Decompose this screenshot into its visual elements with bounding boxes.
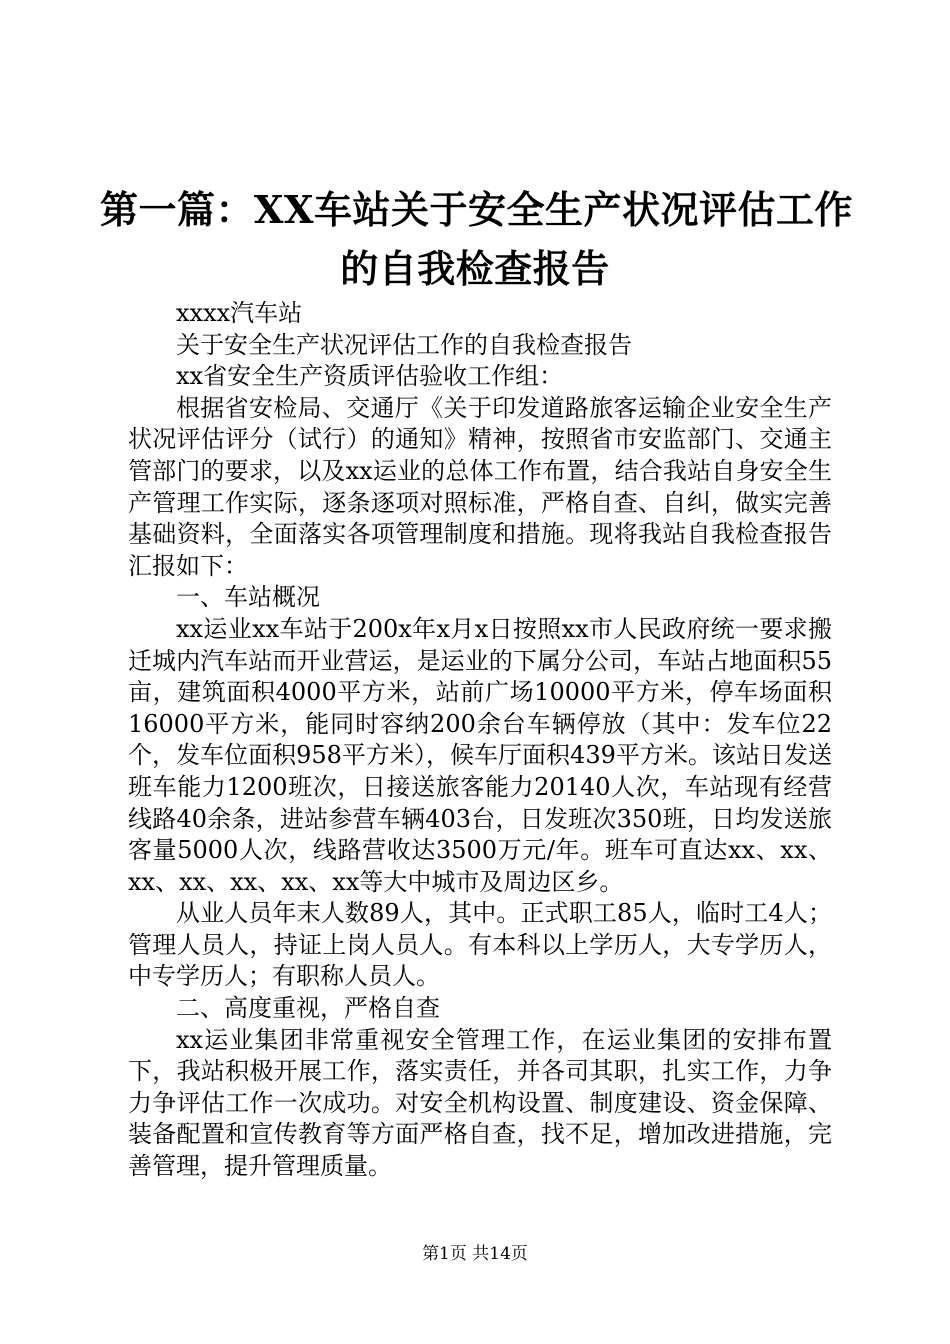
overview-paragraph: xx运业xx车站于200x年x月x日按照xx市人民政府统一要求搬迁城内汽车站而开业营运，是运业的下属分公司，车站占地面积55亩，建筑面积4000平方米，站前广场10000平方米，停车场面积16000平方米，能同时容纳200余台车辆停放（其中：发车位22个，发车位面积958平方米），候车厅面积439平方米。该站日发送班车能力1200班次，日接送旅客能力20140人次，车站现有经营线路40余条，进站参营车辆403台，日发班次350班，日均发送旅客量5000人次，线路营收达3500万元/年。班车可直达xx、xx、xx、xx、xx、xx、xx等大中城市及周边区乡。 — [128, 614, 832, 896]
sender-line: xxxx汽车站 — [176, 299, 303, 327]
report-subject-line: 关于安全生产状况评估工作的自我检查报告 — [176, 330, 632, 359]
document-body — [128, 298, 832, 1183]
section-heading-overview: 一、车站概况 — [176, 583, 320, 612]
document-title-line-1: 第一篇：XX车站关于安全生产状况评估工作 — [100, 187, 853, 232]
intro-paragraph: 根据省安检局、交通厅《关于印发道路旅客运输企业安全生产状况评估评分（试行）的通知》精神，按照省市安监部门、交通主管部门的要求，以及xx运业的总体工作布置，结合我站自身安全生产管理工作实际，逐条逐项对照标准，严格自查、自纠，做实完善基础资料，全面落实各项管理制度和措施。现将我站自我检查报告汇报如下： — [128, 393, 832, 580]
self-inspection-paragraph: xx运业集团非常重视安全管理工作，在运业集团的安排布置下，我站积极开展工作，落实责任，并各司其职，扎实工作，力争力争评估工作一次成功。对安全机构设置、制度建设、资金保障、装备配置和宣传教育等方面严格自查，找不足，增加改进措施，完善管理，提升管理质量。 — [128, 1025, 832, 1181]
page-number-footer: 第1页 共14页 — [422, 1244, 528, 1264]
section-heading-self-inspection: 二、高度重视，严格自查 — [176, 994, 440, 1023]
recipient-line: xx省安全生产资质评估验收工作组： — [176, 362, 564, 391]
staff-paragraph: 从业人员年末人数89人，其中。正式职工85人，临时工4人；管理人员人，持证上岗人员人。有本科以上学历人，大专学历人，中专学历人；有职称人员人。 — [128, 899, 832, 991]
document-title-line-2: 的自我检查报告 — [340, 246, 610, 291]
